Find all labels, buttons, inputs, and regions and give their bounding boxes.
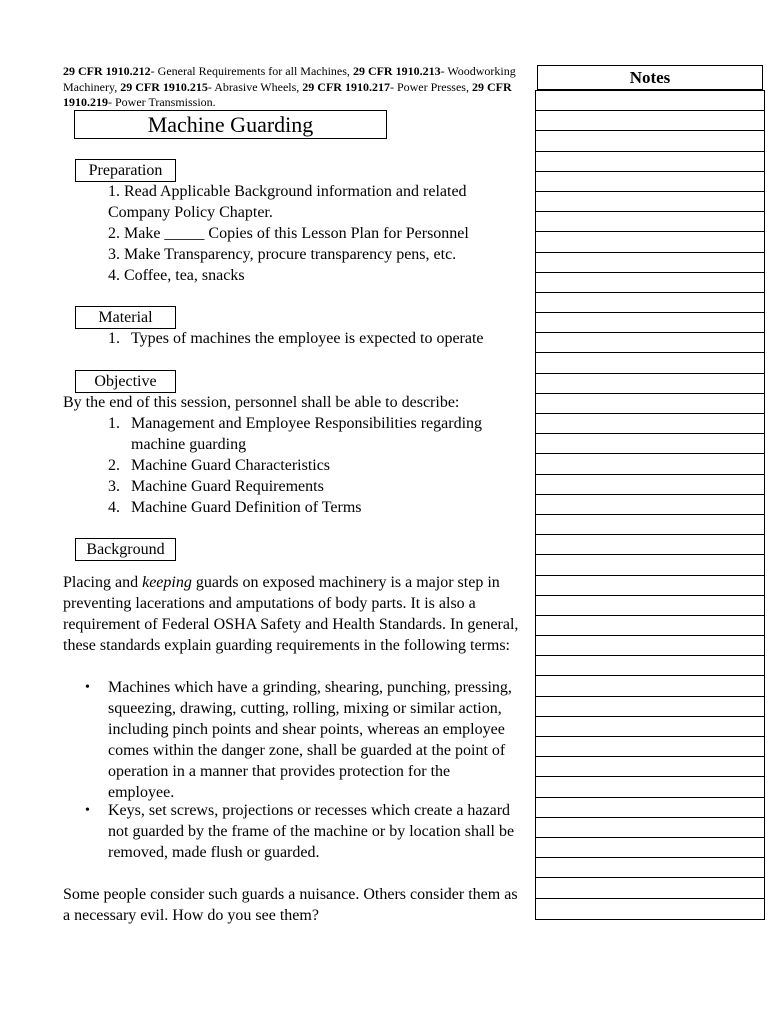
- notes-line: [536, 899, 764, 919]
- notes-line: [536, 333, 764, 353]
- background-closing: Some people consider such guards a nuisance. Others consider them as a necessary evil. How do you see them?: [63, 886, 518, 924]
- notes-line: [536, 293, 764, 313]
- background-para-emphasis: keeping: [142, 574, 192, 591]
- std-desc-215: - Abrasive Wheels,: [207, 79, 303, 94]
- notes-line: [536, 616, 764, 636]
- background-bullet-1-text: Machines which have a grinding, shearing, punching, pressing, squeezing, drawing, cutting, rolling, mixing or similar action, including pinch points and shear points, whereas an employee comes within the danger zone, shall be guarded at the point of operation in a manner that provides protection for the employee.: [108, 679, 512, 801]
- background-label: Background: [75, 538, 176, 561]
- std-desc-219: - Power Transmission.: [108, 95, 216, 109]
- preparation-label: Preparation: [75, 159, 176, 182]
- notes-line: [536, 353, 764, 373]
- std-desc-212: - General Requirements for all Machines,: [150, 64, 353, 78]
- notes-lines: [535, 90, 765, 920]
- std-desc-213: - Woodworking Machinery,: [63, 64, 516, 94]
- notes-heading: Notes: [537, 65, 763, 90]
- std-code-215: 29 CFR 1910.215: [120, 79, 208, 94]
- notes-line: [536, 434, 764, 454]
- preparation-item-3: 3. Make Transparency, procure transparency pens, etc.: [108, 246, 457, 263]
- objective-item-3-num: 3.: [108, 478, 120, 495]
- notes-line: [536, 152, 764, 172]
- bullet-dot-icon: •: [85, 680, 90, 695]
- notes-line: [536, 596, 764, 616]
- preparation-item-1-cont: Company Policy Chapter.: [108, 204, 273, 221]
- notes-line: [536, 576, 764, 596]
- bullet-dot-icon: •: [85, 803, 90, 818]
- notes-line: [536, 717, 764, 737]
- objective-item-2-text: Machine Guard Characteristics: [131, 457, 331, 474]
- notes-line: [536, 858, 764, 878]
- notes-line: [536, 91, 764, 111]
- notes-line: [536, 253, 764, 273]
- objective-item-1-line2: machine guarding: [131, 436, 247, 453]
- background-bullet-2-text: Keys, set screws, projections or recesses which create a hazard not guarded by the frame of the machine or by location shall be removed, made flush or guarded.: [108, 802, 515, 861]
- objective-item-4-text: Machine Guard Definition of Terms: [131, 499, 362, 516]
- notes-line: [536, 495, 764, 515]
- notes-line: [536, 475, 764, 495]
- notes-line: [536, 818, 764, 838]
- background-para-start: Placing and: [63, 574, 143, 591]
- notes-line: [536, 697, 764, 717]
- preparation-item-4: 4. Coffee, tea, snacks: [108, 267, 245, 284]
- objective-item-4-num: 4.: [108, 499, 120, 516]
- notes-line: [536, 454, 764, 474]
- material-item-1-text: Types of machines the employee is expected to operate: [131, 330, 484, 347]
- objective-item-2-num: 2.: [108, 457, 120, 474]
- preparation-item-2: 2. Make _____ Copies of this Lesson Plan for Personnel: [108, 225, 469, 242]
- notes-line: [536, 394, 764, 414]
- notes-line: [536, 777, 764, 797]
- notes-line: [536, 212, 764, 232]
- notes-line: [536, 636, 764, 656]
- background-para-rest: guards on exposed machinery is a major step in preventing lacerations and amputations of body parts. It is also a requirement of Federal OSHA Safety and Health Standards. In general, these standards explain guarding requirements in the following terms:: [63, 574, 519, 654]
- notes-line: [536, 555, 764, 575]
- notes-line: [536, 838, 764, 858]
- objective-label: Objective: [75, 370, 176, 393]
- std-code-213: 29 CFR 1910.213: [352, 64, 441, 78]
- notes-line: [536, 313, 764, 333]
- notes-line: [536, 737, 764, 757]
- material-item-1-num: 1.: [108, 330, 120, 347]
- material-label: Material: [75, 306, 176, 329]
- notes-line: [536, 111, 764, 131]
- std-code-217: 29 CFR 1910.217: [302, 79, 390, 94]
- standards-citation: [63, 64, 531, 111]
- objective-item-1-num: 1.: [108, 415, 120, 432]
- objective-item-3-text: Machine Guard Requirements: [131, 478, 324, 495]
- notes-line: [536, 535, 764, 555]
- notes-line: [536, 414, 764, 434]
- std-code-219: 29 CFR 1910.219: [63, 79, 512, 109]
- preparation-item-1: 1. Read Applicable Background information and related: [108, 183, 467, 200]
- objective-intro: By the end of this session, personnel shall be able to describe:: [63, 394, 460, 411]
- notes-line: [536, 374, 764, 394]
- background-paragraph: [63, 572, 523, 656]
- notes-line: [536, 232, 764, 252]
- objective-item-1-line1: Management and Employee Responsibilities regarding: [131, 415, 483, 432]
- notes-line: [536, 656, 764, 676]
- std-desc-217: - Power Presses,: [389, 79, 472, 94]
- notes-line: [536, 131, 764, 151]
- notes-line: [536, 878, 764, 898]
- notes-line: [536, 515, 764, 535]
- notes-line: [536, 172, 764, 192]
- notes-line: [536, 676, 764, 696]
- page-title: Machine Guarding: [74, 110, 387, 139]
- notes-line: [536, 273, 764, 293]
- notes-line: [536, 798, 764, 818]
- notes-line: [536, 757, 764, 777]
- std-code-212: 29 CFR 1910.212: [63, 64, 151, 78]
- notes-line: [536, 192, 764, 212]
